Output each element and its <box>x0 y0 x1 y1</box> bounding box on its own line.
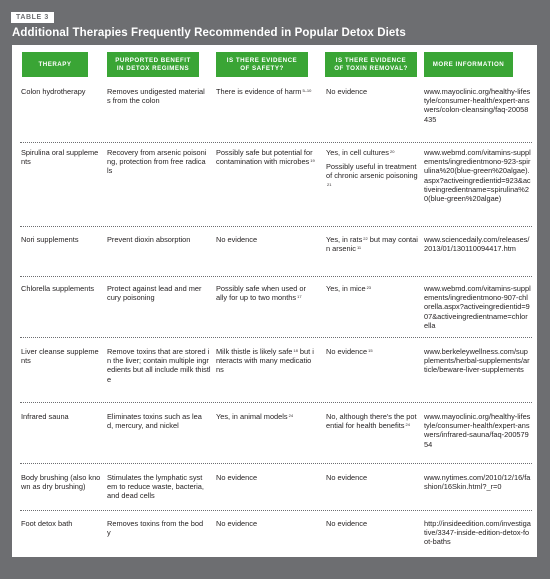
benefit-cell: Prevent dioxin absorption <box>107 235 191 244</box>
more-info-link[interactable]: www.berkeleywellness.com/supplements/herbal-supplements/article/beware-liver-supplements <box>424 347 530 375</box>
safety-cell: No evidence <box>216 473 258 482</box>
column-header-safety: IS THERE EVIDENCE OF SAFETY? <box>216 52 308 77</box>
table-title: Additional Therapies Frequently Recommended in Popular Detox Diets <box>12 27 406 39</box>
table-panel <box>12 45 537 557</box>
benefit-cell: Removes toxins from the body <box>107 519 204 538</box>
more-info-link[interactable]: www.webmd.com/vitamins-supplements/ingredientmono-923-spirulina%20(blue-green%20algae).aspx?activeingredientid=923&activeingredientname=spirulina%20(blue-green%20algae) <box>424 148 531 204</box>
safety-cell: Possibly safe but potential for contamination with microbes$^{19}$ <box>216 148 315 167</box>
more-info-link[interactable]: www.mayoclinic.org/healthy-lifestyle/consumer-health/expert-answers/colon-cleansing/faq-20058435 <box>424 87 531 124</box>
therapy-cell: Liver cleanse supplements <box>21 347 99 366</box>
column-header-benefit: PURPORTED BENEFIT IN DETOX REGIMENS <box>107 52 199 77</box>
column-header-more-info: MORE INFORMATION <box>424 52 513 77</box>
therapy-cell: Chlorella supplements <box>21 284 95 293</box>
benefit-cell: Remove toxins that are stored in the liver; contain multiple ingredients but all include milk thistle <box>107 347 211 384</box>
therapy-cell: Spirulina oral supplements <box>21 148 99 167</box>
table-row <box>20 284 532 338</box>
toxin-removal-cell: Yes, in cell cultures$^{20}$ Possibly useful in treatment of chronic arsenic poisoning$^{21}$ <box>326 148 418 187</box>
therapy-cell: Nori supplements <box>21 235 79 244</box>
table-row <box>20 347 532 403</box>
more-info-link[interactable]: www.mayoclinic.org/healthy-lifestyle/consumer-health/expert-answers/infrared-sauna/faq-20057954 <box>424 412 531 449</box>
more-info-link[interactable]: www.nytimes.com/2010/12/16/fashion/16Skin.html?_r=0 <box>424 473 531 492</box>
table-row <box>20 87 532 143</box>
table-row <box>20 148 532 227</box>
safety-cell: Milk thistle is likely safe$^{18}$ but interacts with many medications <box>216 347 314 375</box>
safety-cell: Yes, in animal models$^{24}$ <box>216 412 294 421</box>
benefit-cell: Eliminates toxins such as lead, mercury, and nickel <box>107 412 202 431</box>
therapy-cell: Colon hydrotherapy <box>21 87 86 96</box>
toxin-removal-cell: No evidence$^{15}$ <box>326 347 373 356</box>
toxin-removal-cell: Yes, in rats$^{22}$ but may contain arsenic$^{11}$ <box>326 235 418 254</box>
benefit-cell: Protect against lead and mercury poisoning <box>107 284 202 303</box>
safety-cell: No evidence <box>216 235 258 244</box>
benefit-cell: Stimulates the lymphatic system to reduce waste, bacteria, and dead cells <box>107 473 204 501</box>
safety-cell: No evidence <box>216 519 258 528</box>
table-number-badge: TABLE 3 <box>11 12 54 23</box>
column-header-therapy: THERAPY <box>22 52 88 77</box>
safety-cell: Possibly safe when used orally for up to two months$^{17}$ <box>216 284 306 303</box>
toxin-removal-cell: No evidence <box>326 87 368 96</box>
benefit-cell: Recovery from arsenic poisoning, protection from free radicals <box>107 148 207 176</box>
table-row <box>20 235 532 277</box>
safety-cell: There is evidence of harm$^{5-10}$ <box>216 87 312 96</box>
more-info-link[interactable]: www.webmd.com/vitamins-supplements/ingredientmono-907-chlorella.aspx?activeingredientid=907&activeingredientname=chlorella <box>424 284 531 330</box>
therapy-cell: Foot detox bath <box>21 519 73 528</box>
toxin-removal-cell: No evidence <box>326 519 368 528</box>
table-row <box>20 412 532 464</box>
column-header-toxin-removal: IS THERE EVIDENCE OF TOXIN REMOVAL? <box>325 52 417 77</box>
table-row <box>20 519 532 553</box>
therapy-cell: Infrared sauna <box>21 412 69 421</box>
toxin-removal-cell: No evidence <box>326 473 368 482</box>
more-info-link[interactable]: www.sciencedaily.com/releases/2013/01/130110094417.htm <box>424 235 530 254</box>
benefit-cell: Removes undigested materials from the colon <box>107 87 205 106</box>
toxin-removal-cell: Yes, in mice$^{23}$ <box>326 284 372 293</box>
table-row <box>20 473 532 511</box>
therapy-cell: Body brushing (also known as dry brushing) <box>21 473 101 492</box>
more-info-link[interactable]: http://insideedition.com/investigative/3347-inside-edition-detox-foot-baths <box>424 519 531 547</box>
toxin-removal-cell: No, although there's the potential for health benefits$^{24}$ <box>326 412 417 431</box>
